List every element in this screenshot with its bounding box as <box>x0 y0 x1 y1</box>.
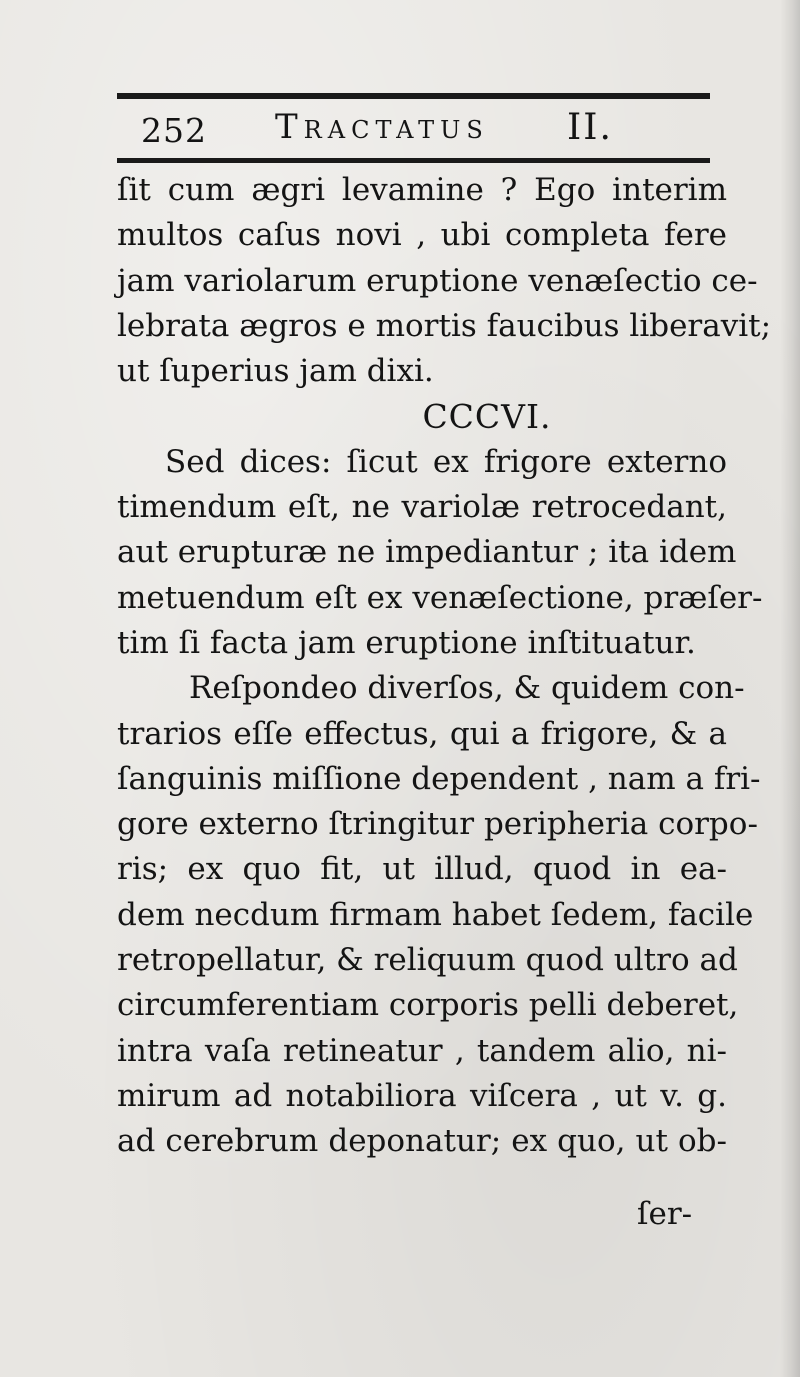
paragraph-continued <box>117 168 772 394</box>
text-line: lebrata ægros e mortis faucibus liberavit; <box>117 307 772 344</box>
catchword: ſer- <box>637 1196 693 1232</box>
text-line: ſit cum ægri levamine ? Ego interim <box>117 172 727 208</box>
text-line: Sed dices: ſicut ex frigore externo <box>165 443 727 480</box>
text-line: ſanguinis miſſione dependent , nam a fri- <box>117 760 761 797</box>
treatise-number: II. <box>567 107 613 148</box>
paragraph-objection <box>117 440 763 666</box>
text-line: circumferentiam corporis pelli deberet, <box>117 987 739 1024</box>
text-line: retropellatur, & reliquum quod ultro ad <box>117 942 738 979</box>
page-number: 252 <box>141 111 207 150</box>
text-line: ad cerebrum deponatur; ex quo, ut ob- <box>117 1123 727 1160</box>
text-line: mirum ad notabiliora viſcera , ut v. g. <box>117 1077 727 1114</box>
text-line: multos caſus novi , ubi completa fere <box>117 217 727 254</box>
text-line: aut erupturæ ne impediantur ; ita idem <box>117 534 737 571</box>
section-heading: CCCVI. <box>422 397 552 437</box>
header-rule-top <box>117 93 710 99</box>
header-rule-bottom <box>117 158 710 163</box>
text-line: trarios eſſe effectus, qui a frigore, & a <box>117 715 727 752</box>
text-line: gore externo ſtringitur peripheria corpo- <box>117 806 758 843</box>
text-line: Reſpondeo diverſos, & quidem con- <box>189 670 745 707</box>
text-line: dem necdum firmam habet ſedem, facile <box>117 896 754 933</box>
body-text <box>117 168 772 1165</box>
paragraph-response <box>117 666 761 1164</box>
page-edge-shadow <box>780 0 800 1377</box>
running-title: Tractatus <box>275 107 489 147</box>
text-line: metuendum eſt ex venæſectione, præſer- <box>117 579 763 616</box>
text-line: timendum eſt, ne variolæ retrocedant, <box>117 489 727 526</box>
text-line: tim ſi facta jam eruptione inſtituatur. <box>117 624 696 661</box>
text-line: ut ſuperius jam dixi. <box>117 353 434 390</box>
text-line: jam variolarum eruptione venæſectio ce- <box>117 262 758 299</box>
text-line: ris; ex quo fit, ut illud, quod in ea- <box>117 851 727 888</box>
page-header <box>117 103 710 155</box>
text-line: intra vaſa retineatur , tandem alio, ni- <box>117 1032 727 1069</box>
